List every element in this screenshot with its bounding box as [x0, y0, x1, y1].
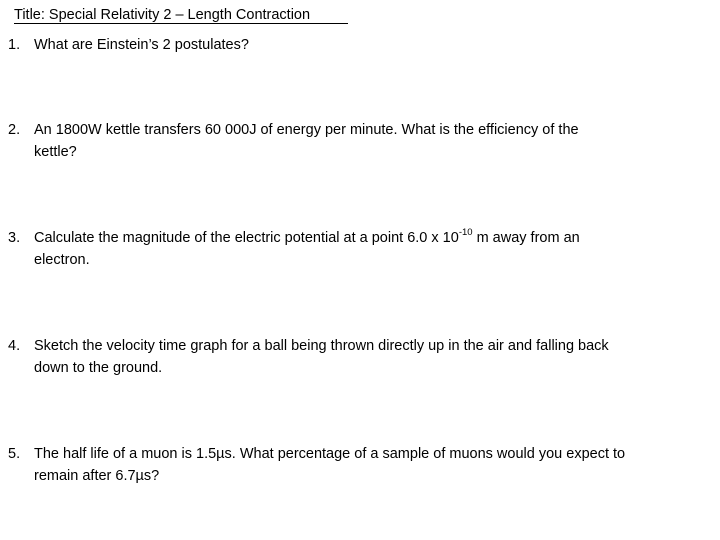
question-text — [34, 443, 712, 487]
question-line: What are Einstein’s 2 postulates? — [34, 37, 249, 53]
question-number: 1. — [8, 37, 21, 53]
question-line: An 1800W kettle transfers 60 000J of energy per minute. What is the efficiency of the — [34, 122, 579, 138]
question-text-before: Calculate the magnitude of the electric potential at a point 6.0 x 10 — [34, 230, 459, 246]
question-text — [34, 227, 712, 271]
question-line: kettle? — [34, 144, 77, 160]
question-text — [34, 119, 712, 163]
question-number: 3. — [8, 230, 21, 246]
title-underline — [14, 23, 348, 24]
question-text — [34, 335, 712, 379]
question-line: The half life of a muon is 1.5µs. What percentage of a sample of muons would you expect to — [34, 446, 626, 462]
question-line: down to the ground. — [34, 360, 163, 376]
question-line: electron. — [34, 252, 90, 268]
question-line — [34, 227, 712, 249]
question-number: 2. — [8, 122, 21, 138]
page-title: Title: Special Relativity 2 – Length Contraction — [14, 7, 311, 23]
exponent: -10 — [458, 227, 473, 239]
question-number: 5. — [8, 446, 21, 462]
question-text — [34, 34, 712, 56]
question-line: Sketch the velocity time graph for a ball being thrown directly up in the air and falling back — [34, 338, 609, 354]
question-line: remain after 6.7µs? — [34, 468, 160, 484]
question-number: 4. — [8, 338, 21, 354]
question-text-after: m away from an — [472, 230, 580, 246]
